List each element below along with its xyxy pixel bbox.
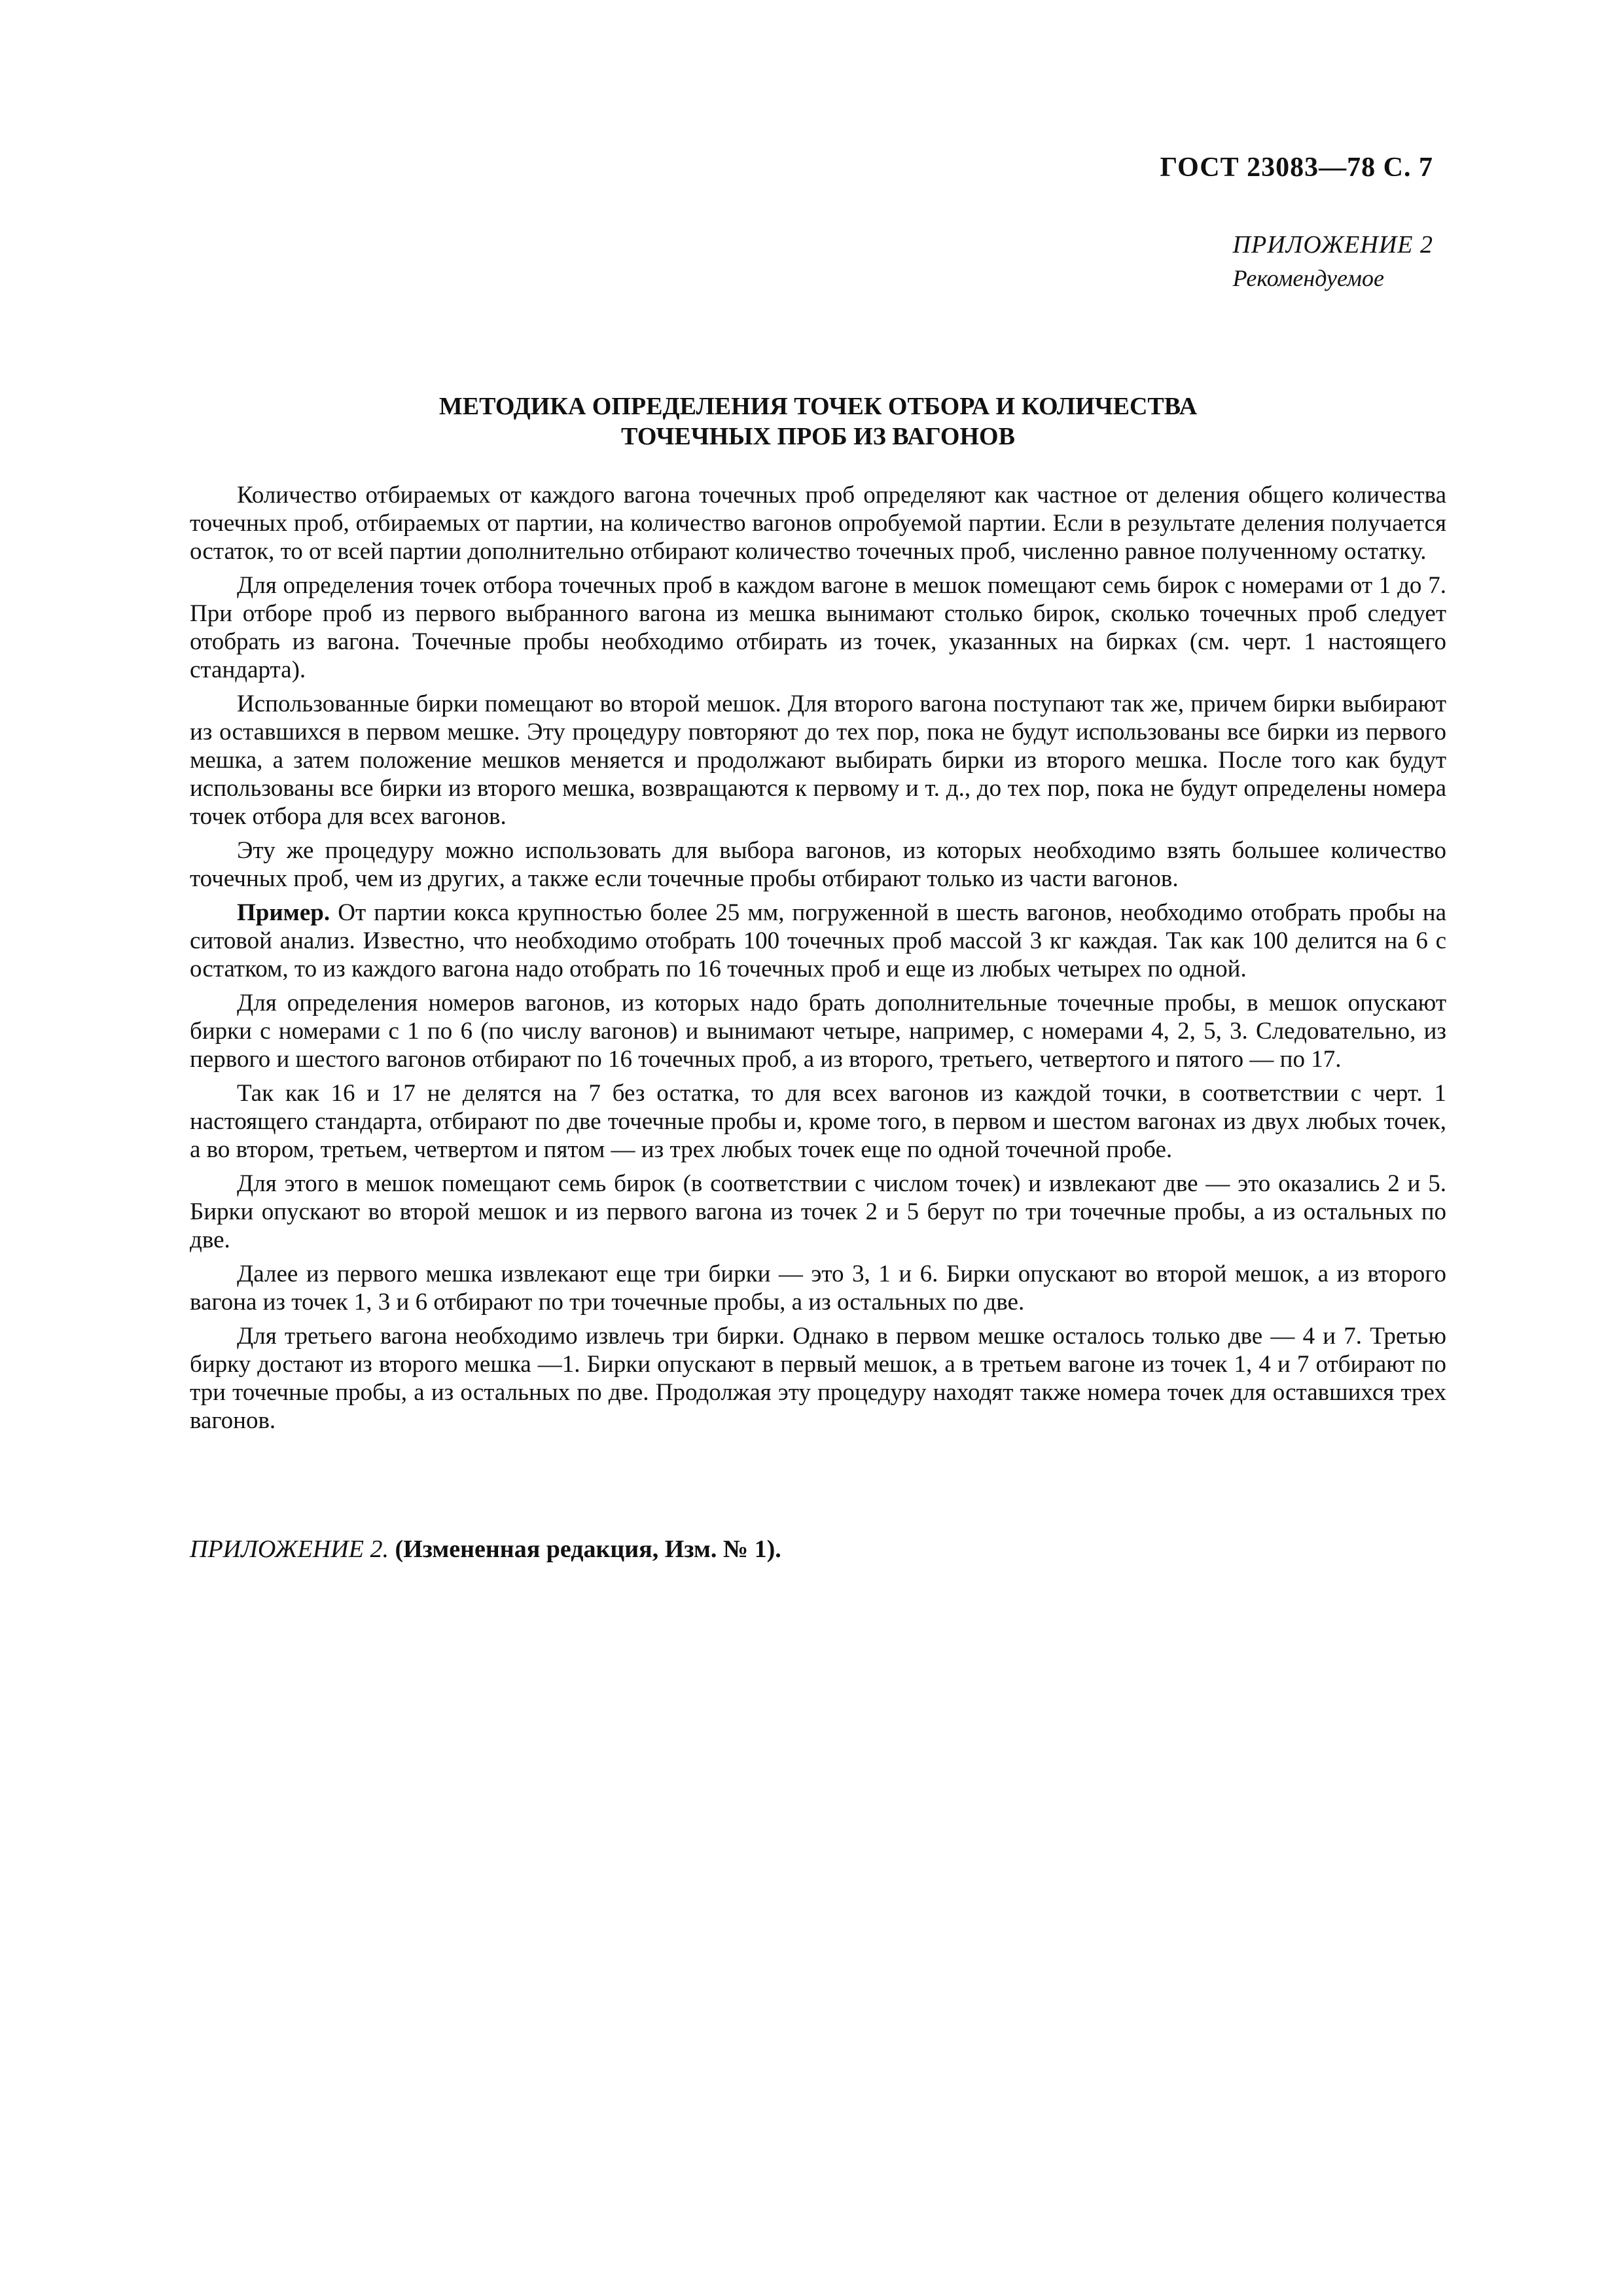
paragraph: Далее из первого мешка извлекают еще три бирки — это 3, 1 и 6. Бирки опускают во второй мешок, а из второго вагона из точек 1, 3 и 6 отбирают по три точечные пробы, а из остальных по две. [190, 1261, 1446, 1316]
standard-page-header: ГОСТ 23083—78 С. 7 [1160, 152, 1433, 183]
example-label: Пример. [237, 899, 330, 926]
revision-note [190, 1535, 781, 1564]
document-title [190, 391, 1446, 452]
title-line-2: ТОЧЕЧНЫХ ПРОБ ИЗ ВАГОНОВ [621, 423, 1015, 450]
paragraph: Количество отбираемых от каждого вагона точечных проб определяют как частное от деления общего количества точечных проб, отбираемых от партии, на количество вагонов опробуемой партии. Если в результате деления получается остаток, то от всей партии дополнительно отбирают количество точечных проб, численно равное полученному остатку. [190, 482, 1446, 565]
annex-status: Рекомендуемое [1232, 265, 1384, 291]
document-body [190, 481, 1446, 1441]
example-text: От партии кокса крупностью более 25 мм, погруженной в шесть вагонов, необходимо отобрать пробы на ситовой анализ. Известно, что необходимо отобрать 100 точечных проб массой 3 кг каждая. Так как 100 делится на 6 с остатком, то из каждого вагона надо отобрать по 16 точечных проб и еще из любых четырех по одной. [190, 899, 1446, 982]
paragraph: Эту же процедуру можно использовать для выбора вагонов, из которых необходимо взять большее количество точечных проб, чем из других, а также если точечные пробы отбирают только из части вагонов. [190, 837, 1446, 892]
paragraph: Для третьего вагона необходимо извлечь три бирки. Однако в первом мешке осталось только две — 4 и 7. Третью бирку достают из второго мешка —1. Бирки опускают в первый мешок, а в третьем вагоне из точек 1, 4 и 7 отбирают по три точечные пробы, а из остальных по две. Продолжая эту процедуру находят также номера точек для оставшихся трех вагонов. [190, 1323, 1446, 1434]
title-line-1: МЕТОДИКА ОПРЕДЕЛЕНИЯ ТОЧЕК ОТБОРА И КОЛИЧЕСТВА [438, 393, 1198, 420]
paragraph: Использованные бирки помещают во второй мешок. Для второго вагона поступают так же, причем бирки выбирают из оставшихся в первом мешке. Эту процедуру повторяют до тех пор, пока не будут использованы все бирки из первого мешка, а затем положение мешков меняется и продолжают выбирать бирки из второго мешка. После того как будут использованы все бирки из второго мешка, возвращаются к первому и т. д., до тех пор, пока не будут определены номера точек отбора для всех вагонов. [190, 691, 1446, 830]
paragraph: Для определения точек отбора точечных проб в каждом вагоне в мешок помещают семь бирок с номерами от 1 до 7. При отборе проб из первого выбранного вагона из мешка вынимают столько бирок, сколько точечных проб следует отобрать из вагона. Точечные пробы необходимо отбирать из точек, указанных на бирках (см. черт. 1 настоящего стандарта). [190, 572, 1446, 683]
annex-label: ПРИЛОЖЕНИЕ 2 [1232, 231, 1433, 259]
paragraph: Так как 16 и 17 не делятся на 7 без остатка, то для всех вагонов из каждой точки, в соответствии с черт. 1 настоящего стандарта, отбирают по две точечные пробы и, кроме того, в первом и шестом вагонах из двух любых точек, а во втором, третьем, четвертом и пятом — из трех любых точек еще по одной точечной пробе. [190, 1080, 1446, 1163]
paragraph: Для этого в мешок помещают семь бирок (в соответствии с числом точек) и извлекают две — это оказались 2 и 5. Бирки опускают во второй мешок и из первого вагона из точек 2 и 5 берут по три точечные пробы, а из остальных по две. [190, 1170, 1446, 1253]
note-annex-ref: ПРИЛОЖЕНИЕ 2. [190, 1535, 389, 1563]
example-paragraph [190, 899, 1446, 983]
paragraph: Для определения номеров вагонов, из которых надо брать дополнительные точечные пробы, в мешок опускают бирки с номерами с 1 по 6 (по числу вагонов) и вынимают четыре, например, с номерами 4, 2, 5, 3. Следовательно, из первого и шестого вагонов отбирают по 16 точечных проб, а из второго, третьего, четвертого и пятого — по 17. [190, 990, 1446, 1073]
note-revision: (Измененная редакция, Изм. № 1). [388, 1535, 781, 1563]
